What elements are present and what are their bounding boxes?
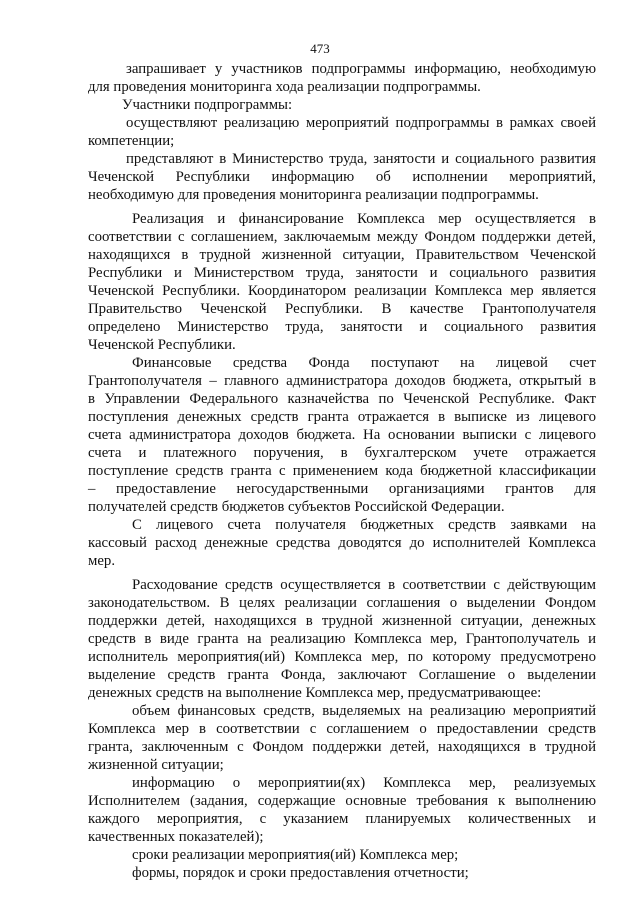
text-line: средств в виде гранта на реализацию Комплекса мер, Грантополучатель и (88, 631, 596, 647)
text-line: законодательством. В целях реализации соглашения о выделении Фондом (88, 595, 596, 611)
text-line: осуществляют реализацию мероприятий подпрограммы в рамках своей (126, 115, 596, 131)
text-line: компетенции; (88, 133, 175, 149)
text-line: денежных средств на выполнение Комплекса мер, предусматривающее: (88, 685, 542, 701)
paragraph (88, 114, 596, 150)
paragraph (88, 60, 596, 96)
text-line: представляют в Министерство труда, занятости и социального развития (126, 151, 596, 167)
paragraph (88, 354, 596, 516)
text-line: сроки реализации мероприятия(ий) Комплекса мер; (132, 847, 459, 863)
text-line: соответствии с соглашением, заключаемым между Фондом поддержки детей, (88, 229, 596, 245)
text-line: формы, порядок и сроки предоставления отчетности; (132, 865, 469, 881)
text-line: Правительство Чеченской Республики. В качестве Грантополучателя (88, 301, 596, 317)
text-line: информацию о мероприятии(ях) Комплекса мер, реализуемых (132, 775, 596, 791)
text-line: Исполнителем (задания, содержащие основные требования к выполнению (88, 793, 596, 809)
text-line: кассовый расход денежные средства доводятся до исполнителей Комплекса (88, 535, 596, 551)
text-line: жизненной ситуации; (88, 757, 224, 773)
paragraph (88, 864, 596, 882)
text-line: определено Министерство труда, занятости и социального развития (88, 319, 596, 335)
text-line: С лицевого счета получателя бюджетных средств заявками на (132, 517, 596, 533)
text-line: Расходование средств осуществляется в соответствии с действующим (132, 577, 596, 593)
text-line: – предоставление негосударственными организациями грантов для (88, 481, 596, 497)
text-line: Чеченской Республики. (88, 337, 236, 353)
text-line: Грантополучателя – главного администратора доходов бюджета, открытый в (88, 373, 596, 389)
paragraph (88, 576, 596, 702)
paragraph (88, 150, 596, 204)
text-line: каждого мероприятия, с указанием планируемых количественных и (88, 811, 596, 827)
text-line: поддержки детей, находящихся в трудной жизненной ситуации, денежных (88, 613, 596, 629)
paragraph (88, 846, 596, 864)
text-line: выделение средств гранта Фонда, заключают Соглашение о выделении (88, 667, 596, 683)
document-body (88, 60, 596, 882)
text-line: запрашивает у участников подпрограммы информацию, необходимую (126, 61, 596, 77)
text-line: поступления денежных средств гранта отражается в выписке из лицевого (88, 409, 596, 425)
text-line: поступление средств гранта с применением кода бюджетной классификации (88, 463, 596, 479)
text-line: Республики и Министерством труда, занятости и социального развития (88, 265, 596, 281)
text-line: для проведения мониторинга хода реализации подпрограммы. (88, 79, 481, 95)
paragraph (88, 774, 596, 846)
text-line: Чеченской Республики. Координатором реализации Комплекса мер является (88, 283, 596, 299)
text-line: в Управлении Федерального казначейства по Чеченской Республике. Факт (88, 391, 596, 407)
text-line: счета и платежного поручения, в бухгалтерском учете отражается (88, 445, 596, 461)
paragraph (88, 210, 596, 354)
text-line: получателей средств бюджетов субъектов Российской Федерации. (88, 499, 505, 515)
text-line: счета администратора доходов бюджета. На основании выписки с лицевого (88, 427, 596, 443)
text-line: гранта, заключенным с Фондом поддержки детей, находящихся в трудной (88, 739, 596, 755)
paragraph (88, 516, 596, 570)
text-line: объем финансовых средств, выделяемых на реализацию мероприятий (132, 703, 596, 719)
text-line: необходимую для проведения мониторинга реализации подпрограммы. (88, 187, 539, 203)
page-number: 473 (310, 41, 330, 56)
text-line: исполнитель мероприятия(ий) Комплекса мер, по которому предусмотрено (88, 649, 596, 665)
text-line: Финансовые средства Фонда поступают на лицевой счет (132, 355, 596, 371)
text-line: Чеченской Республики информацию об исполнении мероприятий, (88, 169, 596, 185)
text-line: Реализация и финансирование Комплекса мер осуществляется в (132, 211, 596, 227)
text-line: находящихся в трудной жизненной ситуации, Правительством Чеченской (88, 247, 596, 263)
text-line: качественных показателей); (88, 829, 264, 845)
paragraph (88, 702, 596, 774)
text-line: Участники подпрограммы: (122, 97, 293, 113)
paragraph (88, 96, 596, 114)
text-line: Комплекса мер в соответствии с соглашением о предоставлении средств (88, 721, 596, 737)
text-line: мер. (88, 553, 116, 569)
